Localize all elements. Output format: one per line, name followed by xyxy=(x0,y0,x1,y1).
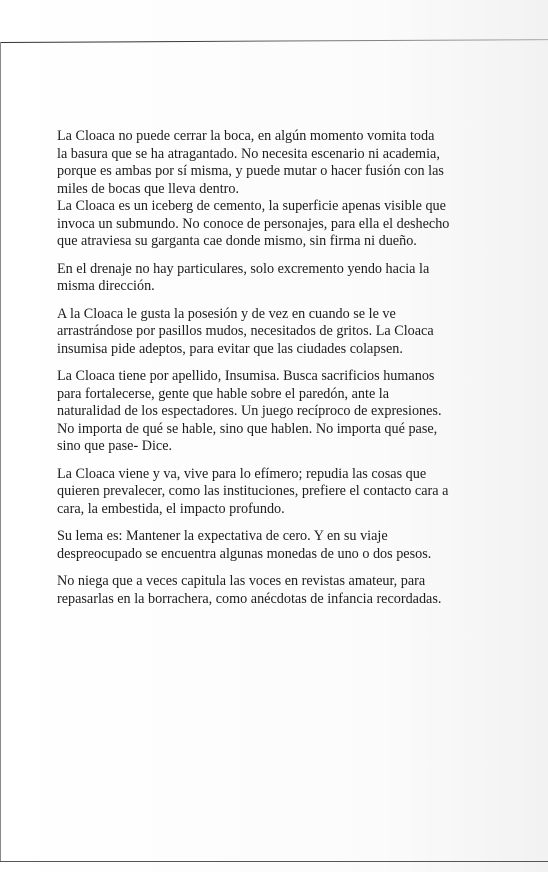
text-line: naturalidad de los espectadores. Un juego recíproco de expresiones. xyxy=(57,403,442,419)
text-line: No importa de qué se hable, sino que hablen. No importa qué pase, xyxy=(57,420,438,437)
text-line: No niega que a veces capitula las voces en revistas amateur, para xyxy=(57,573,426,589)
text-line: La Cloaca viene y va, vive para lo efímero; repudia las cosas que xyxy=(57,465,427,482)
text-line: para fortalecerse, gente que hable sobre el paredón, ante la xyxy=(57,385,390,402)
body-text xyxy=(57,128,548,618)
paragraph-8 xyxy=(57,573,548,608)
paragraph-3 xyxy=(57,261,548,296)
paragraph-4 xyxy=(57,306,548,359)
paragraph-2 xyxy=(57,198,548,251)
bottom-border-line xyxy=(0,861,548,862)
text-line: La Cloaca no puede cerrar la boca, en algún momento vomita toda xyxy=(57,128,435,144)
text-line: porque es ambas por sí misma, y puede mutar o hacer fusión con las xyxy=(57,163,444,179)
text-line: A la Cloaca le gusta la posesión y de vez en cuando se le ve xyxy=(57,305,396,322)
paragraph-1 xyxy=(57,128,548,198)
paragraph-6 xyxy=(57,466,548,519)
text-line: cara, la embestida, el impacto profundo. xyxy=(57,500,285,517)
left-page-edge xyxy=(0,42,1,862)
text-line: invoca un submundo. No conoce de personajes, para ella el deshecho xyxy=(57,215,450,232)
text-line: arrastrándose por pasillos mudos, necesitados de gritos. La Cloaca xyxy=(57,323,434,339)
text-line: misma dirección. xyxy=(57,278,155,294)
text-line: repasarlas en la borrachera, como anécdotas de infancia recordadas. xyxy=(57,590,442,607)
text-line: La Cloaca tiene por apellido, Insumisa. Busca sacrificios humanos xyxy=(57,368,435,384)
text-line: La Cloaca es un iceberg de cemento, la superficie apenas visible que xyxy=(57,198,446,214)
text-line: sino que pase- Dice. xyxy=(57,438,173,454)
paragraph-5 xyxy=(57,368,548,456)
top-border-line xyxy=(0,39,548,43)
text-line: despreocupado se encuentra algunas monedas de uno o dos pesos. xyxy=(57,545,432,562)
text-line: Su lema es: Mantener la expectativa de cero. Y en su viaje xyxy=(57,528,388,544)
text-line: En el drenaje no hay particulares, solo excremento yendo hacia la xyxy=(57,260,430,277)
text-line: quieren prevalecer, como las instituciones, prefiere el contacto cara a xyxy=(57,483,449,499)
text-line: la basura que se ha atragantado. No necesita escenario ni academia, xyxy=(57,145,440,162)
text-line: insumisa pide adeptos, para evitar que las ciudades colapsen. xyxy=(57,340,403,357)
paragraph-7 xyxy=(57,528,548,563)
text-line: que atraviesa su garganta cae donde mismo, sin firma ni dueño. xyxy=(57,233,417,249)
text-line: miles de bocas que lleva dentro. xyxy=(57,180,240,197)
